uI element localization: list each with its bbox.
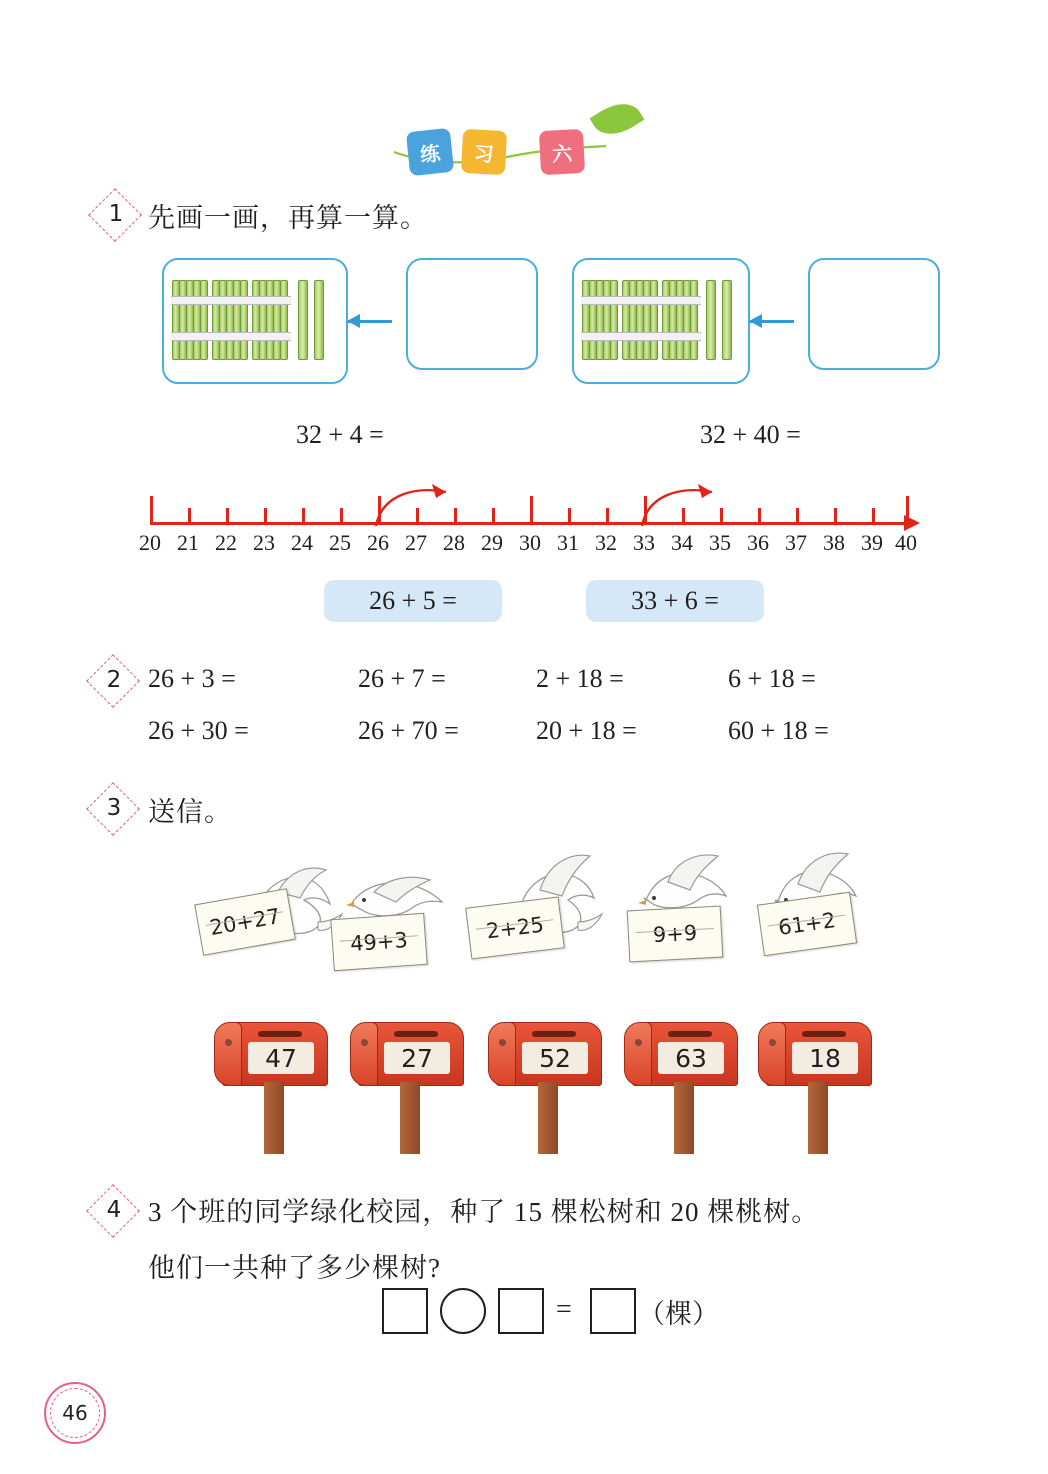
calc-1-4: 6 + 18 = bbox=[728, 664, 816, 693]
exercise-number-3: 3 bbox=[88, 786, 140, 830]
exercise-4-prompt-line1: 3 个班的同学绿化校园，种了 15 棵松树和 20 棵桃树。 bbox=[148, 1197, 820, 1227]
calc-1-1: 26 + 3 = bbox=[148, 664, 236, 693]
equation-1: 32 + 4 = bbox=[296, 420, 384, 449]
letter-equation: 9+9 bbox=[652, 920, 698, 948]
answer-unit: （棵） bbox=[638, 1299, 719, 1329]
exercise-1-prompt: 先画一画，再算一算。 bbox=[148, 203, 428, 233]
number-line-label: 24 bbox=[291, 530, 313, 555]
mailbox-number: 47 bbox=[248, 1042, 314, 1074]
number-line-label: 30 bbox=[519, 530, 541, 555]
stick-bundle bbox=[662, 280, 700, 358]
answer-blank-3[interactable] bbox=[590, 1288, 636, 1334]
answer-blank-2[interactable] bbox=[498, 1288, 544, 1334]
stick-bundle bbox=[172, 280, 210, 358]
letter-equation: 49+3 bbox=[349, 928, 409, 956]
mailbox-5[interactable] bbox=[758, 1022, 878, 1154]
number-line-label: 26 bbox=[367, 530, 389, 555]
single-stick bbox=[314, 280, 324, 360]
number-line-label: 34 bbox=[671, 530, 693, 555]
calc-2-2: 26 + 70 = bbox=[358, 716, 459, 745]
stick-bundle bbox=[582, 280, 620, 358]
number-line-label: 33 bbox=[633, 530, 655, 555]
letter-envelope-3[interactable] bbox=[465, 896, 565, 959]
exercise-3-prompt: 送信。 bbox=[148, 797, 232, 827]
mailbox-number: 27 bbox=[384, 1042, 450, 1074]
number-line-hop-2 bbox=[638, 482, 718, 530]
number-line-label: 38 bbox=[823, 530, 845, 555]
number-line bbox=[139, 486, 930, 556]
exercise-number-2: 2 bbox=[88, 658, 140, 702]
number-line-label: 28 bbox=[443, 530, 465, 555]
bundle-box-2 bbox=[572, 258, 750, 384]
equals-sign: = bbox=[556, 1294, 572, 1325]
banner-tile-3: 六 bbox=[539, 129, 585, 175]
calc-1-2: 26 + 7 = bbox=[358, 664, 446, 693]
number-line-label: 37 bbox=[785, 530, 807, 555]
answer-box-2[interactable] bbox=[808, 258, 940, 370]
blue-equation-1[interactable]: 26 + 5 = bbox=[324, 580, 502, 622]
answer-box-1[interactable] bbox=[406, 258, 538, 370]
letter-envelope-2[interactable] bbox=[330, 913, 427, 971]
stick-bundle bbox=[252, 280, 290, 358]
equation-2: 32 + 40 = bbox=[700, 420, 801, 449]
bundle-box-1 bbox=[162, 258, 348, 384]
exercise-number-4: 4 bbox=[88, 1188, 140, 1232]
number-line-label: 25 bbox=[329, 530, 351, 555]
blue-equation-2[interactable]: 33 + 6 = bbox=[586, 580, 764, 622]
mailbox-1[interactable] bbox=[214, 1022, 334, 1154]
number-line-label: 20 bbox=[139, 530, 161, 555]
single-stick bbox=[722, 280, 732, 360]
mailbox-number: 52 bbox=[522, 1042, 588, 1074]
mailbox-4[interactable] bbox=[624, 1022, 744, 1154]
number-line-label: 40 bbox=[895, 530, 917, 555]
mailbox-number: 18 bbox=[792, 1042, 858, 1074]
number-line-label: 39 bbox=[861, 530, 883, 555]
number-line-label: 32 bbox=[595, 530, 617, 555]
single-stick bbox=[706, 280, 716, 360]
banner-tile-2: 习 bbox=[461, 129, 507, 175]
single-stick bbox=[298, 280, 308, 360]
number-line-label: 27 bbox=[405, 530, 427, 555]
title-banner bbox=[0, 108, 1048, 178]
banner-tile-1: 练 bbox=[406, 128, 454, 176]
arrow-left-icon-1 bbox=[348, 320, 392, 323]
calc-2-4: 60 + 18 = bbox=[728, 716, 829, 745]
mailbox-2[interactable] bbox=[350, 1022, 470, 1154]
number-line-label: 29 bbox=[481, 530, 503, 555]
letter-equation: 61+2 bbox=[776, 908, 838, 940]
arrow-left-icon-2 bbox=[750, 320, 794, 323]
page-number-badge bbox=[44, 1382, 108, 1446]
letter-equation: 20+27 bbox=[207, 904, 283, 940]
mailbox-3[interactable] bbox=[488, 1022, 608, 1154]
stick-bundle bbox=[622, 280, 660, 358]
number-line-label: 21 bbox=[177, 530, 199, 555]
stick-bundle bbox=[212, 280, 250, 358]
number-line-label: 31 bbox=[557, 530, 579, 555]
number-line-label: 35 bbox=[709, 530, 731, 555]
number-line-hop-1 bbox=[372, 482, 452, 530]
letter-equation: 2+25 bbox=[484, 912, 546, 944]
number-line-label: 23 bbox=[253, 530, 275, 555]
exercise-number-1: 1 bbox=[90, 192, 142, 236]
answer-blank-1[interactable] bbox=[382, 1288, 428, 1334]
exercise-4-prompt-line2: 他们一共种了多少棵树? bbox=[148, 1253, 441, 1283]
calc-2-3: 20 + 18 = bbox=[536, 716, 637, 745]
page-number: 46 bbox=[62, 1401, 88, 1425]
letter-envelope-4[interactable] bbox=[627, 906, 724, 963]
number-line-label: 36 bbox=[747, 530, 769, 555]
number-line-label: 22 bbox=[215, 530, 237, 555]
calc-1-3: 2 + 18 = bbox=[536, 664, 624, 693]
operator-blank[interactable] bbox=[440, 1288, 486, 1334]
calc-2-1: 26 + 30 = bbox=[148, 716, 249, 745]
mailbox-number: 63 bbox=[658, 1042, 724, 1074]
